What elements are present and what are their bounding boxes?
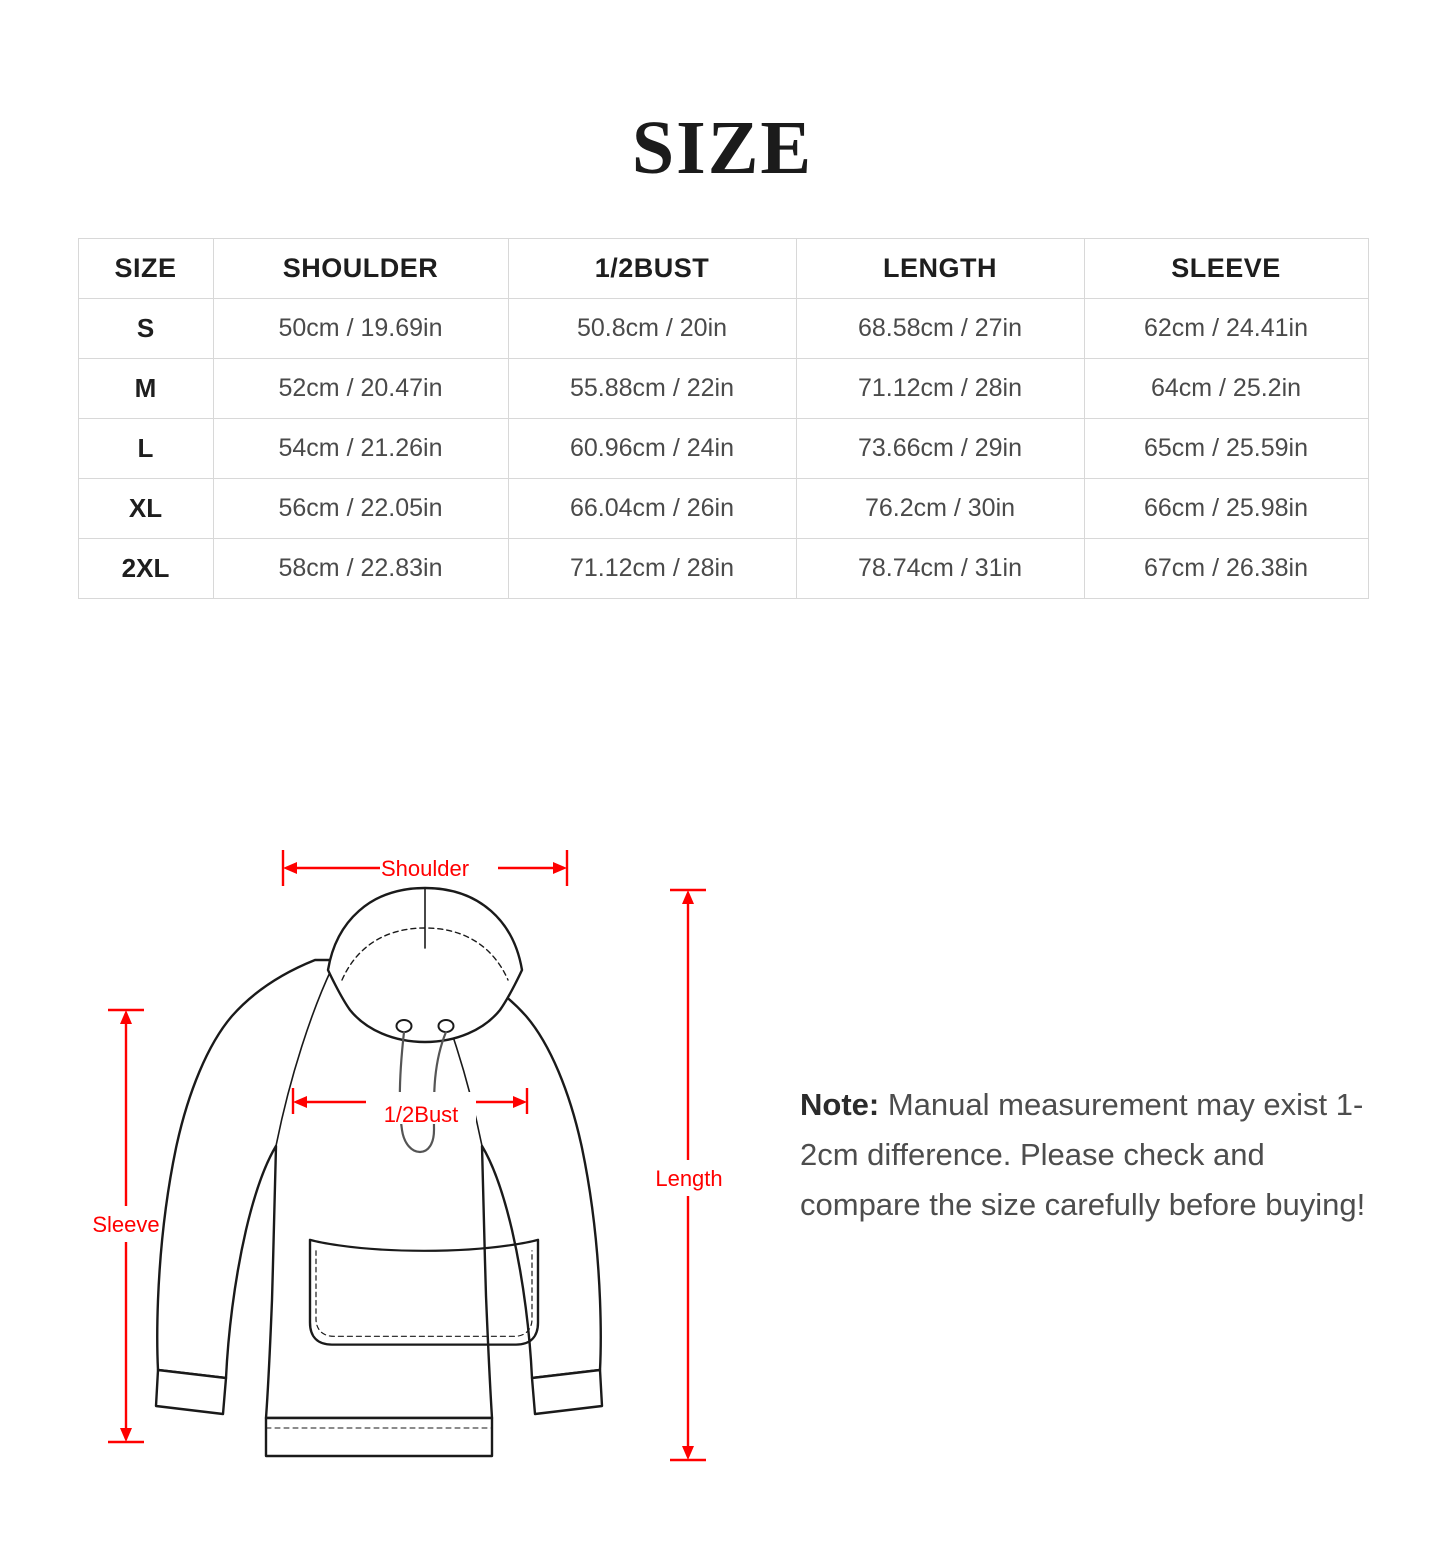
table-row: [78, 539, 1368, 599]
cell-length: 78.74cm / 31in: [796, 539, 1084, 599]
cell-size: S: [78, 299, 213, 359]
cell-bust: 60.96cm / 24in: [508, 419, 796, 479]
bust-label: 1/2Bust: [383, 1102, 459, 1127]
cell-bust: 71.12cm / 28in: [508, 539, 796, 599]
note-text: [800, 1080, 1370, 1231]
cell-length: 71.12cm / 28in: [796, 359, 1084, 419]
shoulder-measure-arrow: [283, 850, 567, 886]
note-label: Note:: [800, 1087, 880, 1122]
hoodie-illustration: [156, 888, 602, 1456]
cell-length: 76.2cm / 30in: [796, 479, 1084, 539]
table-header-row: [78, 239, 1368, 299]
cell-size: L: [78, 419, 213, 479]
table-row: [78, 299, 1368, 359]
length-measure-arrow: [655, 890, 722, 1460]
size-table-container: [78, 238, 1368, 599]
column-header-length: LENGTH: [796, 239, 1084, 299]
cell-sleeve: 62cm / 24.41in: [1084, 299, 1368, 359]
cell-sleeve: 66cm / 25.98in: [1084, 479, 1368, 539]
column-header-size: SIZE: [78, 239, 213, 299]
sleeve-label: Sleeve: [92, 1212, 160, 1237]
length-label: Length: [655, 1166, 723, 1191]
cell-sleeve: 67cm / 26.38in: [1084, 539, 1368, 599]
cell-shoulder: 50cm / 19.69in: [213, 299, 508, 359]
cell-shoulder: 54cm / 21.26in: [213, 419, 508, 479]
cell-shoulder: 58cm / 22.83in: [213, 539, 508, 599]
size-chart-table: [78, 238, 1369, 599]
measurement-section: [0, 810, 1445, 1555]
cell-size: XL: [78, 479, 213, 539]
table-row: [78, 359, 1368, 419]
cell-size: 2XL: [78, 539, 213, 599]
cell-bust: 55.88cm / 22in: [508, 359, 796, 419]
shoulder-label: Shoulder: [380, 856, 470, 881]
column-header-sleeve: SLEEVE: [1084, 239, 1368, 299]
sleeve-measure-arrow: [92, 1010, 159, 1442]
cell-sleeve: 64cm / 25.2in: [1084, 359, 1368, 419]
note-body: Manual measurement may exist 1-2cm difference. Please check and compare the size carefully before buying!: [800, 1087, 1366, 1223]
hoodie-measurement-diagram: [80, 830, 780, 1530]
column-header-shoulder: SHOULDER: [213, 239, 508, 299]
cell-sleeve: 65cm / 25.59in: [1084, 419, 1368, 479]
cell-shoulder: 52cm / 20.47in: [213, 359, 508, 419]
table-row: [78, 479, 1368, 539]
column-header-bust: 1/2BUST: [508, 239, 796, 299]
cell-bust: 50.8cm / 20in: [508, 299, 796, 359]
cell-bust: 66.04cm / 26in: [508, 479, 796, 539]
cell-size: M: [78, 359, 213, 419]
cell-length: 68.58cm / 27in: [796, 299, 1084, 359]
table-row: [78, 419, 1368, 479]
cell-shoulder: 56cm / 22.05in: [213, 479, 508, 539]
cell-length: 73.66cm / 29in: [796, 419, 1084, 479]
page-title: SIZE: [631, 106, 814, 190]
